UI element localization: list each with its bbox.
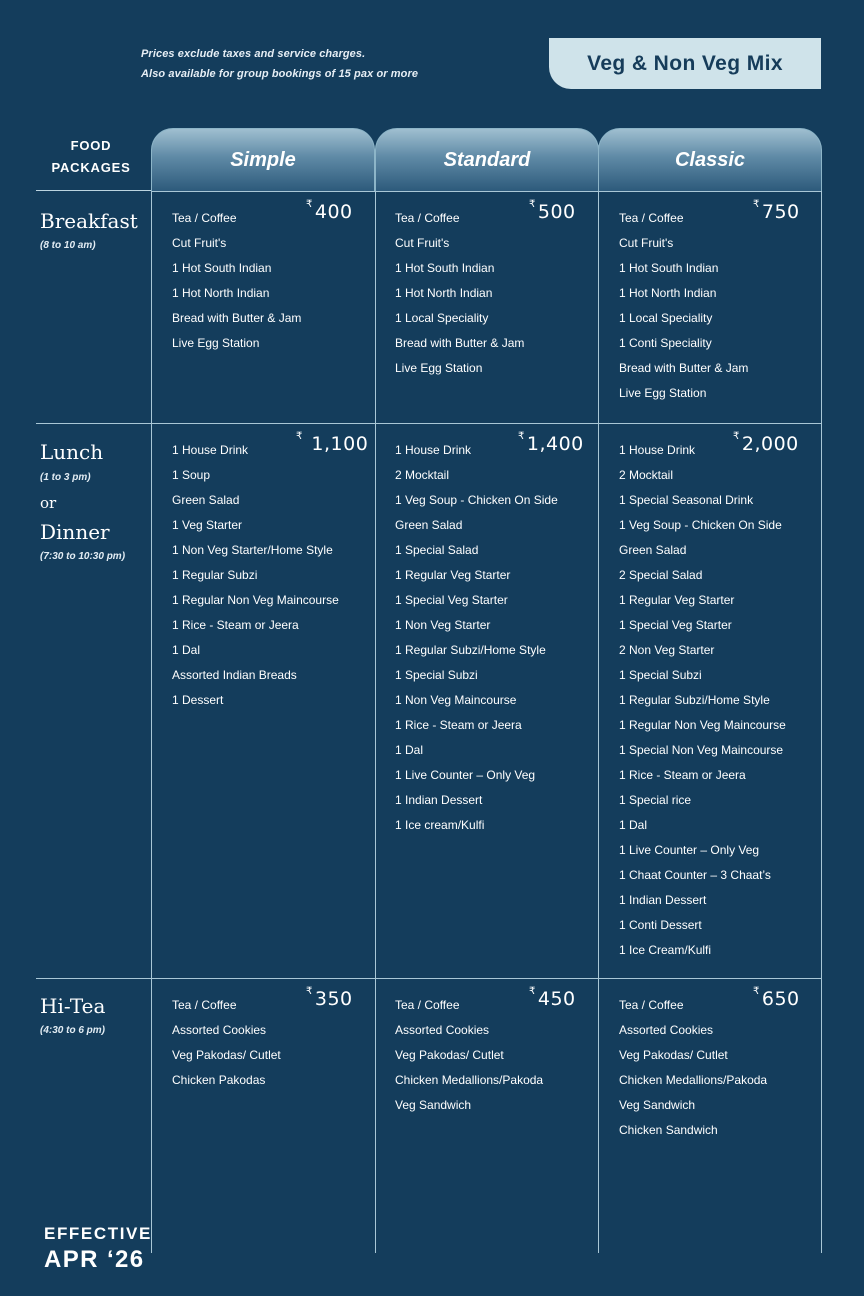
menu-item: Green Salad: [172, 493, 240, 507]
price-value: 350: [314, 988, 353, 1010]
menu-item: Veg Pakodas/ Cutlet: [619, 1048, 728, 1062]
menu-item: Veg Sandwich: [395, 1098, 472, 1112]
menu-item: Veg Pakodas/ Cutlet: [172, 1048, 281, 1062]
menu-item: 1 Dessert: [172, 693, 224, 707]
food-packages-label-line2: PACKAGES: [51, 160, 131, 175]
menu-item: Cut Fruit's: [395, 236, 450, 250]
menu-item: Assorted Indian Breads: [172, 668, 297, 682]
menu-item: Bread with Butter & Jam: [172, 311, 302, 325]
row-divider: [151, 191, 822, 192]
meal-name-hitea: Hi-Tea: [40, 994, 106, 1018]
menu-item: 1 Dal: [395, 743, 424, 757]
column-divider: [821, 191, 822, 1253]
menu-item: 1 Regular Subzi: [172, 568, 258, 582]
menu-item: Tea / Coffee: [395, 998, 460, 1012]
price-value: 750: [761, 201, 800, 223]
rupee-icon: ₹: [753, 199, 760, 210]
package-tab-classic: Classic: [598, 128, 822, 191]
menu-item: 1 Rice - Steam or Jeera: [619, 768, 746, 782]
items-breakfast-classic: [619, 206, 819, 406]
menu-item: 1 Rice - Steam or Jeera: [172, 618, 299, 632]
tax-note: Prices exclude taxes and service charges.: [141, 48, 366, 60]
menu-item: 2 Mocktail: [619, 468, 674, 482]
rupee-icon: ₹: [529, 199, 536, 210]
meal-time-breakfast: (8 to 10 am): [40, 240, 96, 251]
menu-item: Tea / Coffee: [619, 998, 684, 1012]
menu-item: 1 Indian Dessert: [395, 793, 483, 807]
menu-item: 1 Hot North Indian: [172, 286, 270, 300]
menu-item: Bread with Butter & Jam: [395, 336, 525, 350]
effective-date: [44, 1224, 152, 1274]
items-breakfast-simple: [172, 206, 372, 356]
effective-label: EFFECTIVE: [44, 1224, 152, 1243]
rupee-icon: ₹: [529, 986, 536, 997]
menu-item: 1 Regular Subzi/Home Style: [395, 643, 546, 657]
meal-or: or: [40, 494, 57, 512]
menu-item: Cut Fruit's: [172, 236, 227, 250]
rupee-icon: ₹: [306, 199, 313, 210]
menu-item: 1 Chaat Counter – 3 Chaat’s: [619, 868, 771, 882]
menu-item: 1 Regular Non Veg Maincourse: [619, 718, 786, 732]
items-lunch-standard: [395, 438, 595, 838]
menu-item: Assorted Cookies: [172, 1023, 267, 1037]
menu-item: 1 Local Speciality: [619, 311, 713, 325]
menu-item: Tea / Coffee: [172, 998, 237, 1012]
menu-item: 2 Mocktail: [395, 468, 450, 482]
menu-item: Live Egg Station: [395, 361, 483, 375]
rupee-icon: ₹: [753, 986, 760, 997]
menu-item: Bread with Butter & Jam: [619, 361, 749, 375]
menu-item: 1 Ice cream/Kulfi: [395, 818, 485, 832]
menu-item: 1 Hot South Indian: [395, 261, 495, 275]
package-tab-standard: Standard: [375, 128, 599, 191]
group-booking-note: Also available for group bookings of 15 pax or more: [141, 68, 419, 80]
menu-item: Chicken Medallions/Pakoda: [395, 1073, 544, 1087]
menu-item: 1 Veg Soup - Chicken On Side: [395, 493, 558, 507]
menu-item: 1 Live Counter – Only Veg: [395, 768, 536, 782]
price-value: 1,400: [526, 433, 584, 455]
menu-item: Assorted Cookies: [619, 1023, 714, 1037]
menu-item: 1 Special Subzi: [619, 668, 702, 682]
menu-item: Veg Sandwich: [619, 1098, 696, 1112]
menu-item: Tea / Coffee: [172, 211, 237, 225]
rupee-icon: ₹: [518, 431, 525, 442]
items-lunch-simple: [172, 438, 372, 713]
row-divider: [36, 423, 822, 424]
meal-time-hitea: (4:30 to 6 pm): [40, 1025, 106, 1036]
rupee-icon: ₹: [306, 986, 313, 997]
menu-item: Live Egg Station: [172, 336, 260, 350]
menu-item: 1 Local Speciality: [395, 311, 489, 325]
price-value: 2,000: [741, 433, 799, 455]
menu-item: Live Egg Station: [619, 386, 707, 400]
menu-item: 1 Regular Veg Starter: [395, 568, 511, 582]
menu-item: Green Salad: [619, 543, 687, 557]
menu-item: Green Salad: [395, 518, 463, 532]
menu-item: 1 Hot South Indian: [619, 261, 719, 275]
menu-item: 1 Veg Soup - Chicken On Side: [619, 518, 782, 532]
meal-time-lunch: (1 to 3 pm): [40, 472, 91, 483]
menu-item: 1 Dal: [619, 818, 648, 832]
menu-item: 1 House Drink: [395, 443, 472, 457]
menu-item: 1 Conti Dessert: [619, 918, 702, 932]
menu-item: 1 Dal: [172, 643, 201, 657]
menu-item: Chicken Pakodas: [172, 1073, 266, 1087]
meal-name-dinner: Dinner: [40, 520, 110, 544]
menu-item: Assorted Cookies: [395, 1023, 490, 1037]
rupee-icon: ₹: [733, 431, 740, 442]
menu-item: 1 House Drink: [619, 443, 696, 457]
row-divider: [36, 978, 822, 979]
menu-item: 1 Regular Subzi/Home Style: [619, 693, 770, 707]
menu-item: 1 Conti Speciality: [619, 336, 712, 350]
menu-item: Cut Fruit's: [619, 236, 674, 250]
items-breakfast-standard: [395, 206, 595, 381]
menu-item: 1 Indian Dessert: [619, 893, 707, 907]
menu-item: 1 Special Veg Starter: [395, 593, 508, 607]
menu-item: 1 Non Veg Starter/Home Style: [172, 543, 333, 557]
menu-item: 1 Regular Non Veg Maincourse: [172, 593, 339, 607]
menu-item: 2 Non Veg Starter: [619, 643, 715, 657]
menu-item: 1 House Drink: [172, 443, 249, 457]
food-packages-label-line1: FOOD: [70, 138, 112, 153]
menu-item: 1 Non Veg Maincourse: [395, 693, 517, 707]
menu-item: 1 Veg Starter: [172, 518, 243, 532]
menu-item: Tea / Coffee: [619, 211, 684, 225]
menu-item: 1 Live Counter – Only Veg: [619, 843, 760, 857]
items-hitea-classic: [619, 993, 819, 1143]
menu-item: 1 Ice Cream/Kulfi: [619, 943, 712, 957]
menu-item: 1 Hot North Indian: [619, 286, 717, 300]
menu-item: 1 Special Veg Starter: [619, 618, 732, 632]
menu-item: 1 Non Veg Starter: [395, 618, 491, 632]
menu-item: Tea / Coffee: [395, 211, 460, 225]
menu-item: Veg Pakodas/ Cutlet: [395, 1048, 504, 1062]
price-value: 400: [314, 201, 353, 223]
menu-item: 1 Soup: [172, 468, 211, 482]
price-value: 650: [761, 988, 800, 1010]
items-lunch-classic: [619, 438, 819, 963]
items-hitea-simple: [172, 993, 372, 1093]
meal-name-lunch: Lunch: [40, 440, 104, 464]
menu-item: Chicken Sandwich: [619, 1123, 718, 1137]
menu-item: 1 Hot North Indian: [395, 286, 493, 300]
meal-name-breakfast: Breakfast: [40, 209, 138, 233]
menu-item: 1 Special Salad: [395, 543, 479, 557]
column-divider: [151, 191, 152, 1253]
column-divider: [598, 191, 599, 1253]
menu-item: 2 Special Salad: [619, 568, 703, 582]
meal-time-dinner: (7:30 to 10:30 pm): [40, 551, 126, 562]
effective-date-value: APR ‘26: [44, 1246, 145, 1273]
package-tab-simple: Simple: [151, 128, 375, 191]
menu-item: 1 Special Non Veg Maincourse: [619, 743, 784, 757]
price-value: 500: [537, 201, 576, 223]
price-value: 450: [537, 988, 576, 1010]
menu-item: Chicken Medallions/Pakoda: [619, 1073, 768, 1087]
menu-item: 1 Special Subzi: [395, 668, 478, 682]
food-packages-label: [36, 135, 146, 179]
menu-item: 1 Hot South Indian: [172, 261, 272, 275]
menu-type-badge: Veg & Non Veg Mix: [549, 38, 821, 89]
header-divider: [36, 190, 151, 191]
menu-item: 1 Regular Veg Starter: [619, 593, 735, 607]
price-value: 1,100: [311, 433, 369, 455]
column-divider: [375, 191, 376, 1253]
menu-item: 1 Rice - Steam or Jeera: [395, 718, 522, 732]
menu-item: 1 Special Seasonal Drink: [619, 493, 754, 507]
items-hitea-standard: [395, 993, 595, 1118]
menu-item: 1 Special rice: [619, 793, 692, 807]
rupee-icon: ₹: [296, 431, 303, 442]
